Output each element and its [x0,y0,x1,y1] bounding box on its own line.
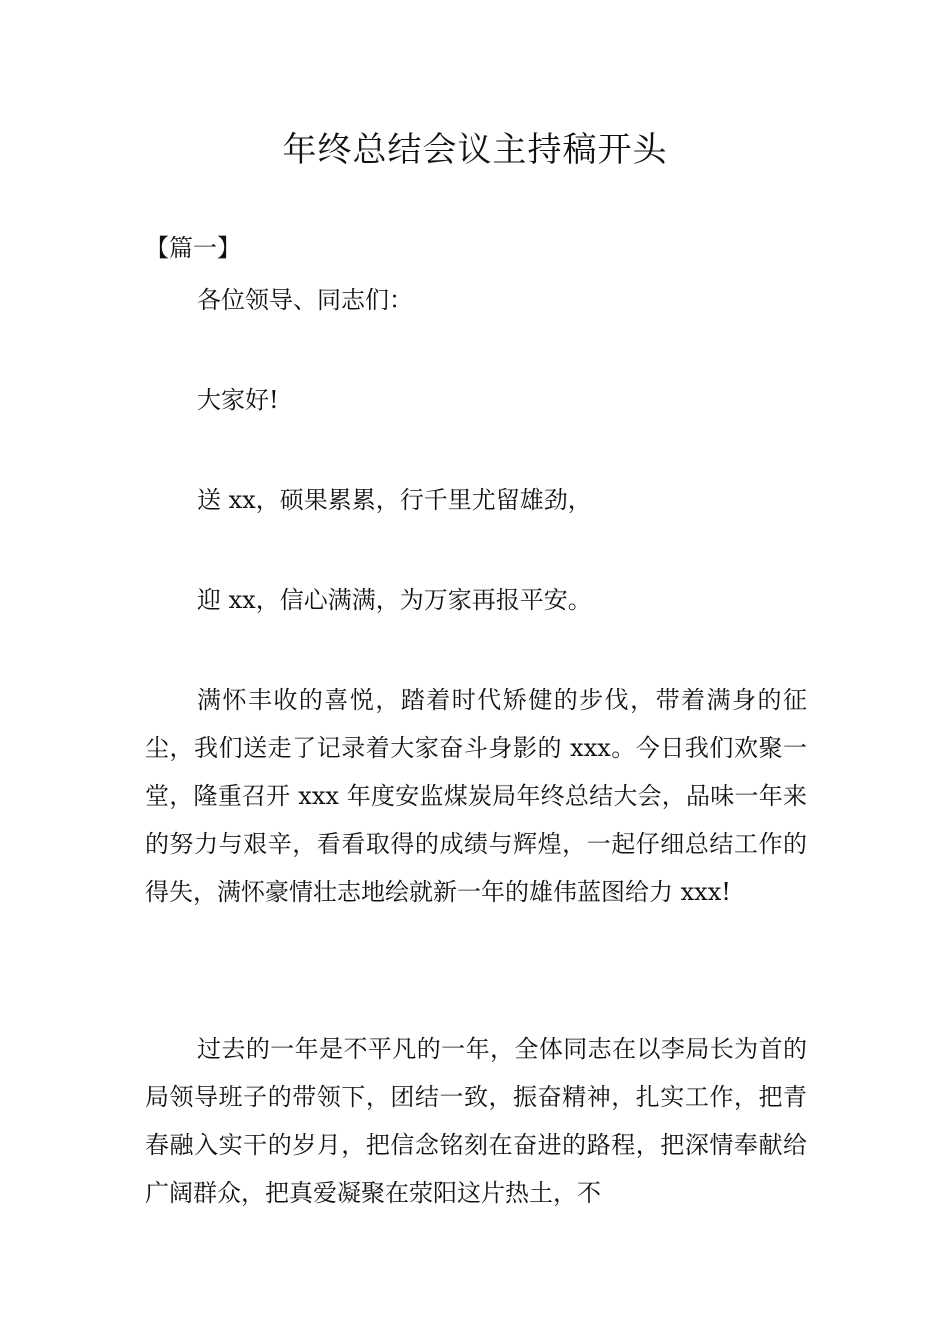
greeting-line: 各位领导、同志们： [197,286,413,314]
document-title: 年终总结会议主持稿开头 [282,130,668,170]
paragraph-2: 过去的一年是不平凡的一年，全体同志在以李局长为首的局领导班子的带领下，团结一致，振奋精神，扎实工作，把青春融入实干的岁月，把信念铭刻在奋进的路程，把深情奉献给广阔群众，把真爱凝聚在荥阳这片热土，不 [145,1035,807,1207]
couplet-line-2: 迎 xx，信心满满，为万家再报平安。 [197,586,592,614]
paragraph-1: 满怀丰收的喜悦，踏着时代矫健的步伐，带着满身的征尘，我们送走了记录着大家奋斗身影的 xxx。今日我们欢聚一堂，隆重召开 xxx 年度安监煤炭局年终总结大会，品味一年来的努力与艰辛，看看取得的成绩与辉煌，一起仔细总结工作的得失，满怀豪情壮志地绘就新一年的雄伟蓝图给力 xxx! [145,686,807,906]
hello-line: 大家好! [197,386,279,414]
couplet-line-1: 送 xx，硕果累累，行千里尤留雄劲， [197,486,592,514]
section-label: 【篇一】 [145,234,241,262]
